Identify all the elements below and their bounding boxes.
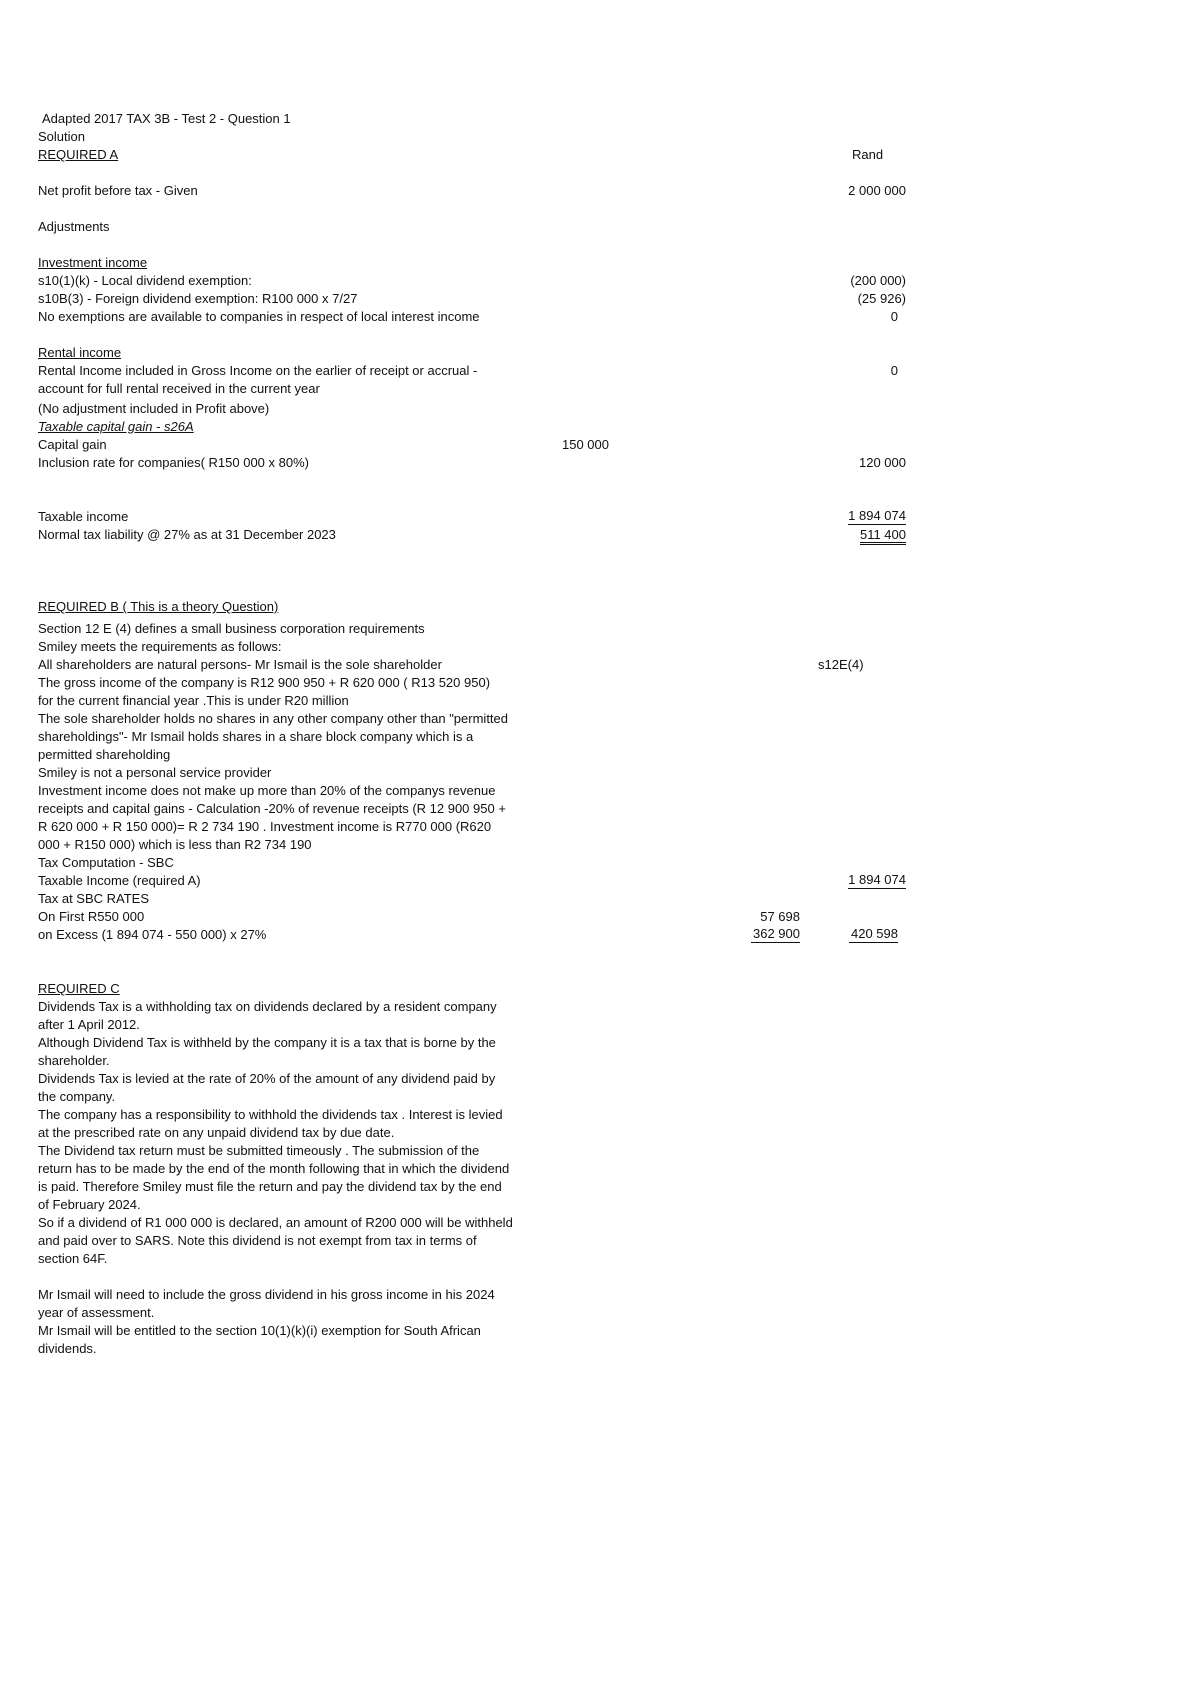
investment-income-heading: Investment income [38, 255, 148, 270]
req-b-line: for the current financial year .This is under R20 million [38, 693, 349, 708]
req-c-line: Dividends Tax is a withholding tax on dividends declared by a resident company [38, 999, 497, 1014]
req-b-line: The gross income of the company is R12 900 950 + R 620 000 ( R13 520 950) [38, 675, 491, 690]
interest-income-value: 0 [890, 309, 898, 324]
req-c-line: The Dividend tax return must be submitted timeously . The submission of the [38, 1143, 480, 1158]
rental-income-line-3: (No adjustment included in Profit above) [38, 401, 270, 416]
inclusion-rate-label: Inclusion rate for companies( R150 000 x 80%) [38, 455, 309, 470]
capital-gain-value: 150 000 [562, 437, 609, 452]
req-c-line: of February 2024. [38, 1197, 141, 1212]
required-b-heading: REQUIRED B ( This is a theory Question) [38, 599, 279, 614]
req-c-line: Dividends Tax is levied at the rate of 20% of the amount of any dividend paid by [38, 1071, 496, 1086]
rental-income-line-2: account for full rental received in the current year [38, 381, 320, 396]
sbc-first-value: 57 698 [760, 909, 800, 924]
req-c-line: The company has a responsibility to withhold the dividends tax . Interest is levied [38, 1107, 503, 1122]
req-c-line: shareholder. [38, 1053, 110, 1068]
normal-tax-value: 511 400 [860, 527, 906, 545]
req-b-line: The sole shareholder holds no shares in any other company other than "permitted [38, 711, 508, 726]
required-c-heading: REQUIRED C [38, 981, 120, 996]
sbc-excess-label: on Excess (1 894 074 - 550 000) x 27% [38, 927, 267, 942]
req-b-line: 000 + R150 000) which is less than R2 734 190 [38, 837, 312, 852]
req-c-line: So if a dividend of R1 000 000 is declared, an amount of R200 000 will be withheld [38, 1215, 513, 1230]
req-b-line: Tax Computation - SBC [38, 855, 174, 870]
req-c-line: at the prescribed rate on any unpaid dividend tax by due date. [38, 1125, 395, 1140]
rental-income-line-1: Rental Income included in Gross Income on the earlier of receipt or accrual - [38, 363, 478, 378]
taxable-income-label: Taxable income [38, 509, 129, 524]
req-b-line: All shareholders are natural persons- Mr Ismail is the sole shareholder [38, 657, 442, 672]
req-c-line: section 64F. [38, 1251, 108, 1266]
inclusion-rate-value: 120 000 [859, 455, 906, 470]
req-b-line: receipts and capital gains - Calculation -20% of revenue receipts (R 12 900 950 + [38, 801, 506, 816]
sbc-total-value: 420 598 [851, 926, 898, 941]
rental-income-value: 0 [890, 363, 898, 378]
sbc-taxable-income-label: Taxable Income (required A) [38, 873, 201, 888]
required-a-heading: REQUIRED A [38, 147, 119, 162]
req-c-line: Mr Ismail will need to include the gross dividend in his gross income in his 2024 [38, 1287, 495, 1302]
rental-income-heading: Rental income [38, 345, 122, 360]
req-b-line: Investment income does not make up more than 20% of the companys revenue [38, 783, 496, 798]
req-c-line: the company. [38, 1089, 116, 1104]
req-b-line: Smiley is not a personal service provider [38, 765, 272, 780]
normal-tax-label: Normal tax liability @ 27% as at 31 December 2023 [38, 527, 336, 542]
req-c-line: Mr Ismail will be entitled to the section 10(1)(k)(i) exemption for South African [38, 1323, 481, 1338]
solution-label: Solution [38, 129, 85, 144]
sbc-excess-value: 362 900 [753, 926, 800, 941]
capital-gain-label: Capital gain [38, 437, 107, 452]
req-b-line: permitted shareholding [38, 747, 171, 762]
req-c-line: dividends. [38, 1341, 97, 1356]
interest-income-label: No exemptions are available to companies in respect of local interest income [38, 309, 480, 324]
local-dividend-value: (200 000) [850, 273, 906, 288]
foreign-dividend-value: (25 926) [857, 291, 906, 306]
req-c-line: after 1 April 2012. [38, 1017, 140, 1032]
req-b-line: shareholdings"- Mr Ismail holds shares in a share block company which is a [38, 729, 474, 744]
section-reference: s12E(4) [818, 657, 864, 672]
rand-column-label: Rand [852, 147, 884, 162]
document-title: Adapted 2017 TAX 3B - Test 2 - Question 1 [42, 111, 291, 126]
sbc-taxable-income-value: 1 894 074 [848, 872, 906, 887]
req-b-line: Smiley meets the requirements as follows: [38, 639, 282, 654]
req-b-line: Section 12 E (4) defines a small business corporation requirements [38, 621, 425, 636]
foreign-dividend-label: s10B(3) - Foreign dividend exemption: R100 000 x 7/27 [38, 291, 358, 306]
local-dividend-label: s10(1)(k) - Local dividend exemption: [38, 273, 252, 288]
req-c-line: is paid. Therefore Smiley must file the return and pay the dividend tax by the end [38, 1179, 502, 1194]
req-c-line: Although Dividend Tax is withheld by the company it is a tax that is borne by the [38, 1035, 496, 1050]
sbc-rates-label: Tax at SBC RATES [38, 891, 150, 906]
req-c-line: and paid over to SARS. Note this dividend is not exempt from tax in terms of [38, 1233, 477, 1248]
net-profit-label: Net profit before tax - Given [38, 183, 198, 198]
taxable-income-value: 1 894 074 [848, 508, 906, 523]
adjustments-label: Adjustments [38, 219, 110, 234]
req-b-line: R 620 000 + R 150 000)= R 2 734 190 . Investment income is R770 000 (R620 [38, 819, 492, 834]
req-c-line: year of assessment. [38, 1305, 155, 1320]
sbc-first-label: On First R550 000 [38, 909, 145, 924]
capital-gain-heading: Taxable capital gain - s26A [38, 419, 194, 434]
net-profit-value: 2 000 000 [848, 183, 906, 198]
req-c-line: return has to be made by the end of the month following that in which the dividend [38, 1161, 510, 1176]
